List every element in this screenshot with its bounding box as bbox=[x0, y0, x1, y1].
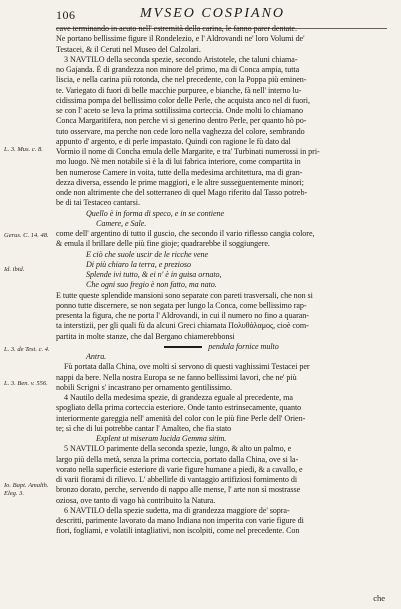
text-line: interiormente gareggia nell' amenità del color con le più fine Perle dell' Orien- bbox=[56, 413, 306, 423]
text-line: cidissima pompa del bellissimo color delle Perle, che acquista anco nel di fuori, bbox=[56, 95, 310, 105]
verse-line: Che ogni suo fregio è non fatto, ma nato. bbox=[86, 280, 217, 290]
page-number: 106 bbox=[56, 8, 76, 22]
verse-line: Splende ivi tutto, & ei n' è in guisa ornato, bbox=[86, 270, 222, 279]
running-title: MVSEO COSPIANO bbox=[140, 6, 286, 21]
text-line: Conca Margaritifera, non perche vi si generino dentro Perle, per quanto hò po- bbox=[56, 116, 307, 126]
text-line: Ne portano bellissime figure il Rondelezio, e l' Aldrovandi ne' loro Volumi de' bbox=[56, 34, 305, 44]
catchword: che bbox=[373, 593, 385, 603]
text-line: largo più della metà, senza la prima corteccia, portato dalla China, ove si la- bbox=[56, 454, 299, 464]
margin-note: Gerus. C. 14. 48. bbox=[4, 232, 49, 239]
text-line: partita in molte stanze, che dal Bergano chiamerebbonsi bbox=[56, 331, 235, 341]
margin-note: L. 3. de Test. c. 4. bbox=[4, 346, 50, 353]
margin-note: L. 3. Ben. v. 556. bbox=[4, 380, 48, 387]
text-line: te; sì che di lui potrebbe cantar l' Amalteo, che fia stato bbox=[56, 423, 232, 433]
verse-line: Di più chiaro la terra, e prezioso bbox=[86, 259, 191, 269]
verse-fragment: pendula fornice multo bbox=[208, 341, 279, 351]
text-line: ponno tutte discernere, se non segata per lungo la Conca, come bellissimo rap- bbox=[56, 300, 307, 310]
text-line: di varii fiorami di rilievo. L' abbellirle di vantaggio artifiziosi fornimento di bbox=[56, 475, 298, 484]
text-line: onde non altrimente che del sotterraneo di quel Mago riferito dal Tasso potreb- bbox=[56, 188, 308, 197]
text-line: Testacei, & il Ceruti nel Museo del Calzolari. bbox=[56, 44, 201, 54]
text-line: 5 NAVTILO parimente della seconda spezie, lungo, & alto un palmo, e bbox=[64, 444, 292, 454]
text-line: no Gajanda. È di grandezza non minore del primo, ma di Conca ampia, tutta bbox=[56, 65, 300, 74]
text-line: Vormio il nome di Concha emula delle Margarite, e tra' Turbinati numerossi in pri- bbox=[56, 147, 320, 156]
verse-line: Antra. bbox=[86, 352, 107, 361]
verse-line bbox=[56, 342, 387, 352]
text-line: E tutte queste splendide mansioni sono separate con pareti trasversali, che non si bbox=[56, 290, 313, 300]
text-line: vorato nella superficie esteriore di varie figure humane a piedi, & a cavallo, e bbox=[56, 464, 303, 474]
verse-line: E ciò che suole uscir de le ricche vene bbox=[86, 249, 209, 259]
margin-note: L. 3. Mus. c. 8. bbox=[4, 146, 43, 153]
text-line: dezza diversa, essendo le prime maggiori, e le altre susseguentemente minori; bbox=[56, 177, 304, 187]
text-line: liscia, e nella carina più rotonda, che nel precedente, con la Poppa più eminen- bbox=[56, 75, 307, 85]
text-line: & emula il brillare delle più fine gioje; quadrarebbe il soggiungere. bbox=[56, 239, 270, 249]
text-line: presenta la figura, che ne porta l' Aldrovandi, in cui il numero no fino a quaran- bbox=[56, 311, 309, 320]
text-line: Fù portata dalla China, ove molti sì servono di questi vaghissimi Testacei per bbox=[64, 362, 310, 372]
text-line: bronzo dorato, perche, servendo di nappo alle mense, l' arte non sì mostrasse bbox=[56, 485, 301, 495]
text-line: be di tai Testaceo cantarsi. bbox=[56, 198, 140, 208]
page-header bbox=[0, 6, 401, 24]
text-line: 3 NAVTILO della seconda spezie, secondo Aristotele, che taluni chiama- bbox=[64, 54, 298, 64]
verse-line: Quello è in forma di speco, e in se contiene bbox=[86, 208, 225, 218]
margin-note: Io. Bapt. Amalth. Eleg. 3. bbox=[4, 482, 49, 497]
text-line: te. Variegato di fuori di belle macchie purpuree, e bianche, fà nell' interno lu- bbox=[56, 85, 302, 95]
dash-rule bbox=[164, 346, 202, 348]
text-line: nappi da bere. Nella nostra Europa se ne fanno bellissimi lavori, che ne' più bbox=[56, 372, 297, 382]
text-line: descritti, parimente lavorato da mano Indiana non imperita con varie figure di bbox=[56, 516, 304, 525]
text-line: spogliato della prima corteccia esteriore. Onde tanto estrinsecamente, quanto bbox=[56, 403, 302, 413]
text-line: ben numerose Camere in voita, tutte della medesima architettura, ma di gran- bbox=[56, 167, 303, 177]
text-line: appunto d' argento, e di perle impastato. Quindi con ragione le fù dato dal bbox=[56, 136, 291, 146]
verse-line: Camere, e Sale. bbox=[96, 218, 147, 228]
text-line: se con l' aceto se leva la prima sottilissima corteccia. Onde molti lo chiamano bbox=[56, 106, 303, 115]
text-line: cave terminando in acuto nell' estremità della carina, le fanno parer dentate. bbox=[56, 24, 297, 33]
text-line: ta interstizii, per gli quali fù da alcuni Greci chiamata Πολυθάλαμος, cioè com- bbox=[56, 321, 309, 331]
text-line: come dell' argentino di tutto il guscio, che secondo il vario riflesso cangia colore, bbox=[56, 229, 315, 238]
text-line: nobili Scrigni s' incastrano per ornamento gentilissimo. bbox=[56, 382, 233, 392]
text-line: 6 NAVTILO della spezie sudetta, ma di grandezza maggiore de' sopra- bbox=[64, 505, 290, 515]
verse-line: Explent ut miseram lucida Gemma sitim. bbox=[96, 434, 227, 443]
text-line: tuto osservare, ma perche non cede loro nella vaghezza del colore, sembrando bbox=[56, 126, 305, 136]
text-line: fiori, fogliami, e volatili intagliativi, non iscolpiti, come nel precedente. Con bbox=[56, 526, 300, 536]
text-body bbox=[56, 24, 387, 537]
text-line: 4 Nautilo della medesima spezie, di grandezza eguale al precedente, ma bbox=[64, 393, 293, 402]
text-line: mo luogo. Nè men notabile sì è la di lui fabrica interiore, come compartita in bbox=[56, 157, 301, 167]
text-line: oziosa, ove tanto di vago hà contribuito la Natura. bbox=[56, 495, 216, 505]
margin-note: Id. ibid. bbox=[4, 266, 25, 273]
